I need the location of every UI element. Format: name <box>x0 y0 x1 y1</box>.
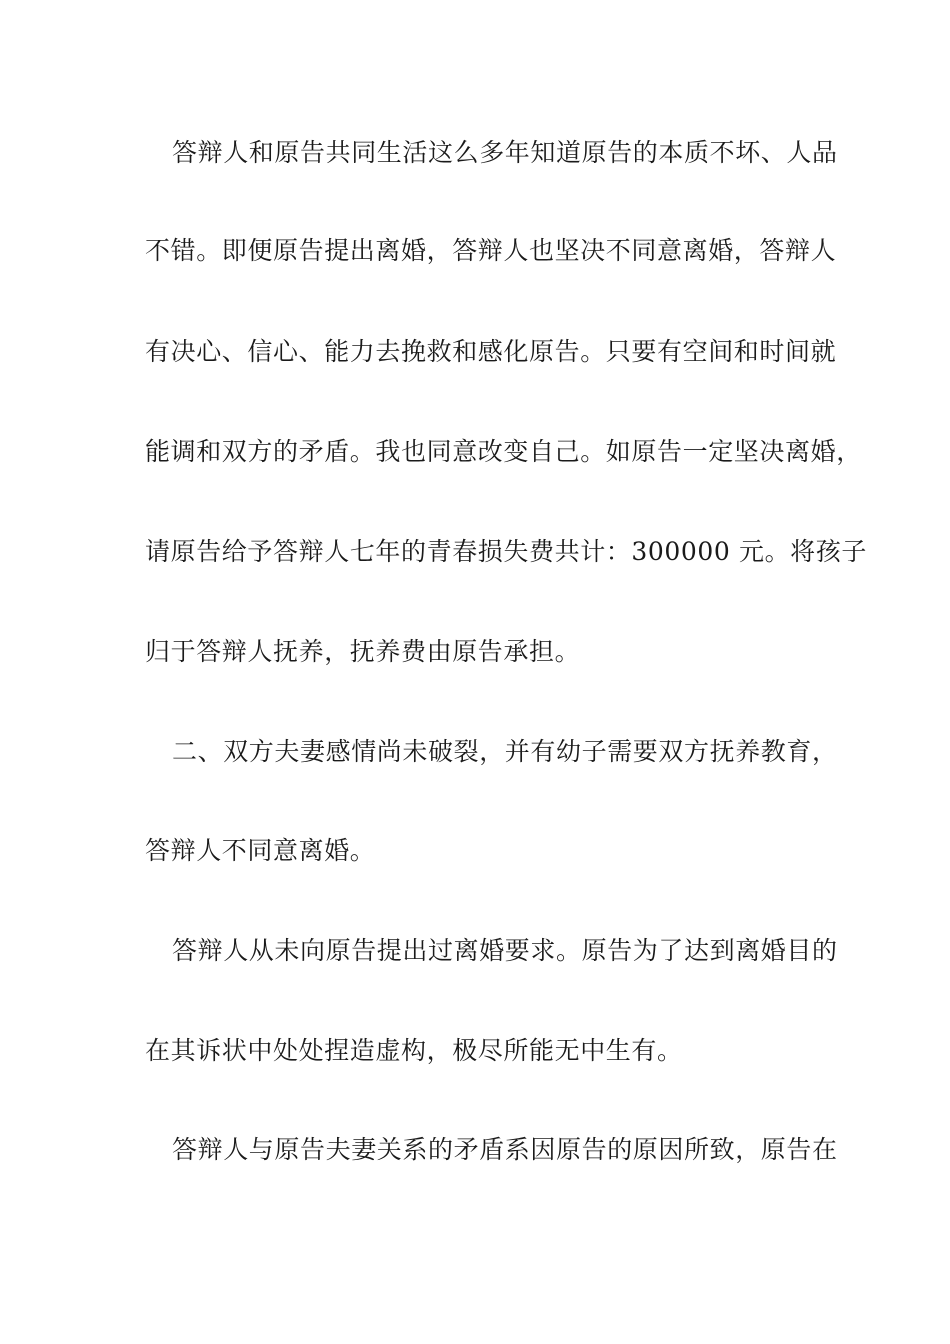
section-heading-line: 二、双方夫妻感情尚未破裂，并有幼子需要双方抚养教育， <box>172 737 838 766</box>
text-line: 请原告给予答辩人七年的青春损失费共计：300000 元。将孩子 <box>145 537 867 566</box>
text-line: 答辩人从未向原告提出过离婚要求。原告为了达到离婚目的 <box>172 936 838 965</box>
text-line: 不错。即便原告提出离婚，答辩人也坚决不同意离婚，答辩人 <box>145 236 837 265</box>
text-line: 答辩人与原告夫妻关系的矛盾系因原告的原因所致，原告在 <box>172 1135 838 1164</box>
text-line: 归于答辩人抚养，抚养费由原告承担。 <box>145 637 581 666</box>
text-line: 在其诉状中处处捏造虚构，极尽所能无中生有。 <box>145 1036 683 1065</box>
text-line: 答辩人和原告共同生活这么多年知道原告的本质不坏、人品 <box>172 138 838 167</box>
text-line: 能调和双方的矛盾。我也同意改变自己。如原告一定坚决离婚， <box>145 437 862 466</box>
text-line: 有决心、信心、能力去挽救和感化原告。只要有空间和时间就 <box>145 337 837 366</box>
text-line: 答辩人不同意离婚。 <box>145 836 376 865</box>
